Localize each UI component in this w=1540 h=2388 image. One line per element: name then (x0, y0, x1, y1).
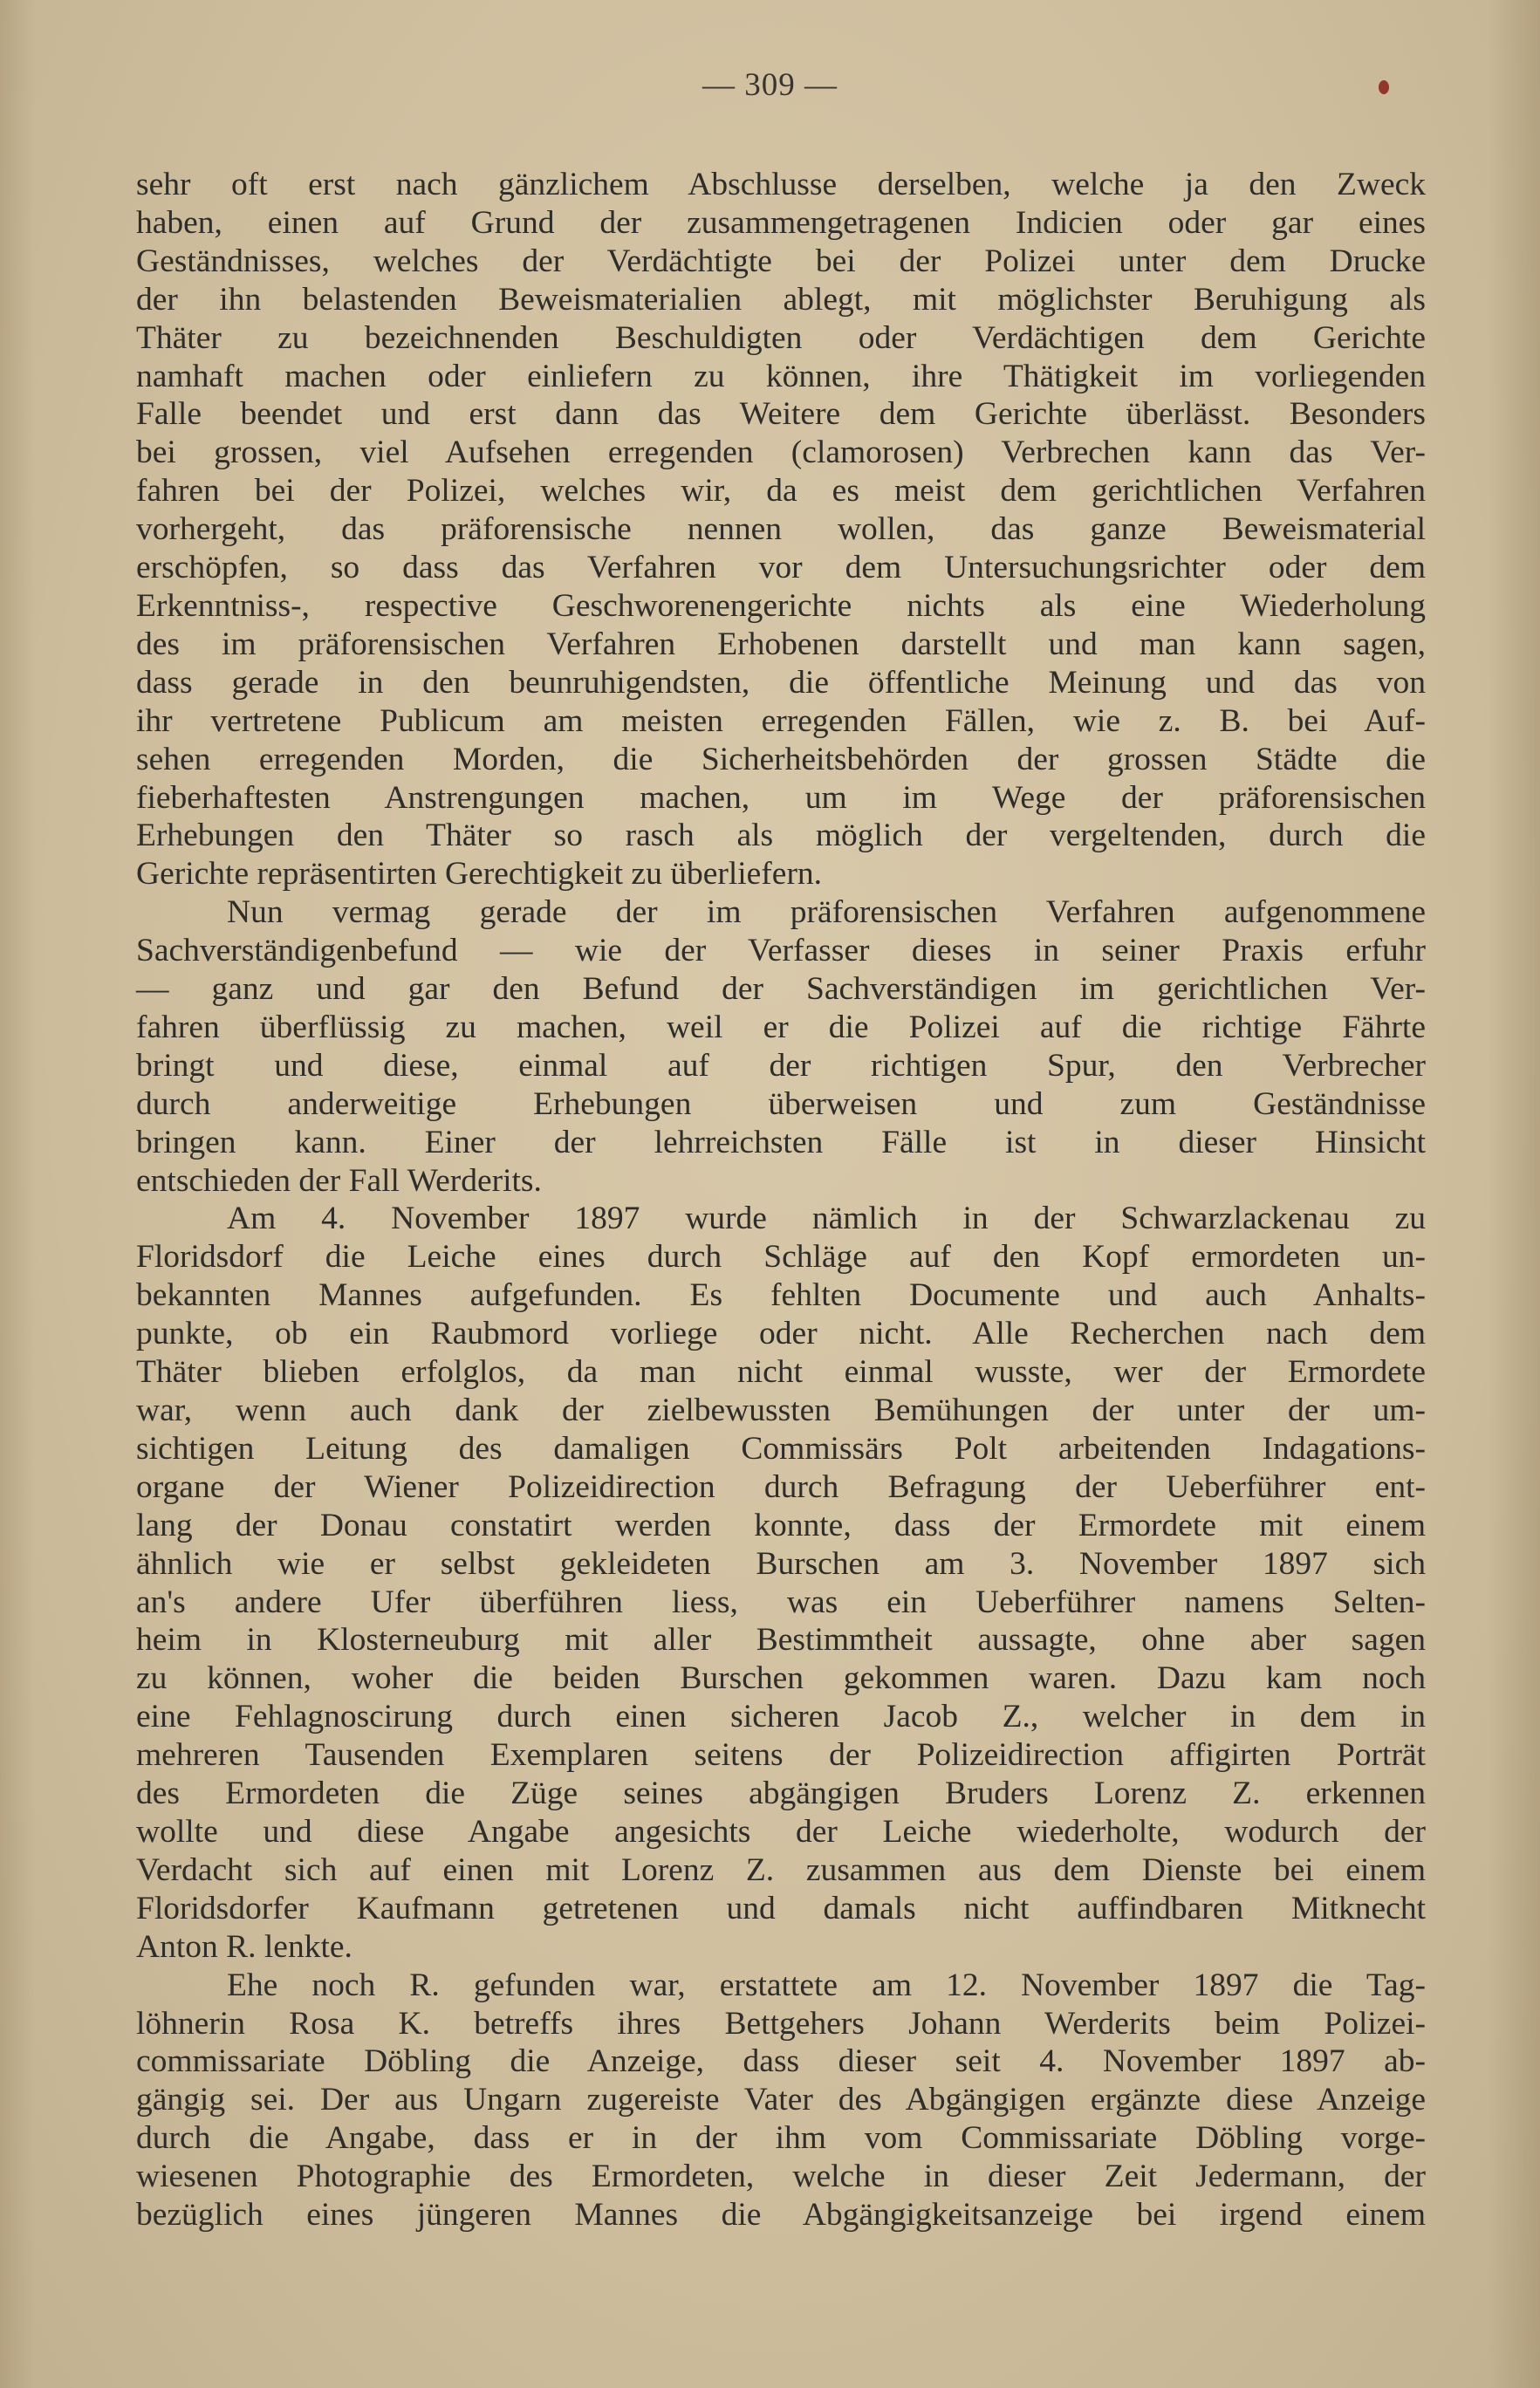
text-line: bringt und diese, einmal auf der richtigen Spur, den Verbrecher (136, 1047, 1426, 1084)
body-text (136, 166, 1426, 2234)
text-line: sehen erregenden Morden, die Sicherheitsbehörden der grossen Städte die (136, 741, 1426, 777)
text-line: erschöpfen, so dass das Verfahren vor dem Untersuchungsrichter oder dem (136, 550, 1426, 586)
text-line: Erkenntniss-, respective Geschworenengerichte nichts als eine Wiederholung (136, 587, 1426, 624)
text-line: ihr vertretene Publicum am meisten erregenden Fällen, wie z. B. bei Auf- (136, 702, 1426, 739)
text-line: Falle beendet und erst dann das Weitere dem Gerichte überlässt. Besonders (136, 396, 1426, 433)
text-line: Thäter zu bezeichnenden Beschuldigten oder Verdächtigen dem Gerichte (136, 319, 1426, 356)
text-line: vorhergeht, das präforensische nennen wollen, das ganze Beweismaterial (136, 511, 1426, 548)
text-line: Geständnisses, welches der Verdächtigte bei der Polizei unter dem Drucke (136, 243, 1426, 279)
text-line: sichtigen Leitung des damaligen Commissärs Polt arbeitenden Indagations- (136, 1430, 1426, 1467)
text-line: punkte, ob ein Raubmord vorliege oder nicht. Alle Recherchen nach dem (136, 1316, 1426, 1352)
text-line: an's andere Ufer überführen liess, was ein Ueberführer namens Selten- (136, 1584, 1426, 1620)
page-edge-shadow-right (1488, 0, 1540, 2388)
text-line: Anton R. lenkte. (136, 1928, 352, 1965)
text-line: bezüglich eines jüngeren Mannes die Abgängigkeitsanzeige bei irgend einem (136, 2197, 1426, 2234)
text-line: gängig sei. Der aus Ungarn zugereiste Vater des Abgängigen ergänzte diese Anzeige (136, 2082, 1426, 2118)
text-line: namhaft machen oder einliefern zu können, ihre Thätigkeit im vorliegenden (136, 358, 1426, 394)
ink-mark (1379, 80, 1389, 94)
text-line: mehreren Tausenden Exemplaren seitens der Polizeidirection affigirten Porträt (136, 1737, 1426, 1774)
text-line: heim in Klosterneuburg mit aller Bestimmtheit aussagte, ohne aber sagen (136, 1622, 1426, 1659)
text-line: — ganz und gar den Befund der Sachverständigen im gerichtlichen Ver- (136, 971, 1426, 1008)
text-line: fieberhaftesten Anstrengungen machen, um im Wege der präforensischen (136, 779, 1426, 816)
text-line: bei grossen, viel Aufsehen erregenden (clamorosen) Verbrechen kann das Ver- (136, 434, 1426, 471)
page-edge-shadow-left (0, 0, 35, 2388)
text-line: zu können, woher die beiden Burschen gekommen waren. Dazu kam noch (136, 1660, 1426, 1697)
text-line: entschieden der Fall Werderits. (136, 1162, 542, 1199)
text-line: ähnlich wie er selbst gekleideten Burschen am 3. November 1897 sich (136, 1545, 1426, 1582)
text-line: des im präforensischen Verfahren Erhobenen darstellt und man kann sagen, (136, 626, 1426, 662)
text-line: lang der Donau constatirt werden konnte, dass der Ermordete mit einem (136, 1507, 1426, 1543)
text-line: der ihn belastenden Beweismaterialien ablegt, mit möglichster Beruhigung als (136, 281, 1426, 318)
text-line: Erhebungen den Thäter so rasch als möglich der vergeltenden, durch die (136, 818, 1426, 854)
text-line: war, wenn auch dank der zielbewussten Bemühungen der unter der um- (136, 1392, 1426, 1428)
text-line: fahren überflüssig zu machen, weil er die Polizei auf die richtige Fährte (136, 1009, 1426, 1045)
text-line: wiesenen Photographie des Ermordeten, welche in dieser Zeit Jedermann, der (136, 2159, 1426, 2195)
text-line: Thäter blieben erfolglos, da man nicht einmal wusste, wer der Ermordete (136, 1354, 1426, 1391)
text-line: Verdacht sich auf einen mit Lorenz Z. zusammen aus dem Dienste bei einem (136, 1851, 1426, 1888)
text-line: bringen kann. Einer der lehrreichsten Fälle ist in dieser Hinsicht (136, 1124, 1426, 1160)
text-line: sehr oft erst nach gänzlichem Abschlusse derselben, welche ja den Zweck (136, 167, 1426, 202)
text-line: commissariate Döbling die Anzeige, dass dieser seit 4. November 1897 ab- (136, 2043, 1426, 2080)
text-line: Floridsdorfer Kaufmann getretenen und damals nicht auffindbaren Mitknecht (136, 1890, 1426, 1926)
text-line: eine Fehlagnoscirung durch einen sicheren Jacob Z., welcher in dem in (136, 1699, 1426, 1735)
text-line: Nun vermag gerade der im präforensischen Verfahren aufgenommene (227, 894, 1426, 931)
text-line: bekannten Mannes aufgefunden. Es fehlten Documente und auch Anhalts- (136, 1277, 1426, 1314)
text-line: organe der Wiener Polizeidirection durch Befragung der Ueberführer ent- (136, 1468, 1426, 1505)
text-line: Floridsdorf die Leiche eines durch Schläge auf den Kopf ermordeten un- (136, 1239, 1426, 1276)
text-line: durch anderweitige Erhebungen überweisen und zum Geständnisse (136, 1085, 1426, 1122)
text-line: Am 4. November 1897 wurde nämlich in der Schwarzlackenau zu (227, 1201, 1426, 1237)
text-line: Sachverständigenbefund — wie der Verfasser dieses in seiner Praxis erfuhr (136, 933, 1426, 969)
text-line: dass gerade in den beunruhigendsten, die öffentliche Meinung und das von (136, 664, 1426, 701)
page-number: — 309 — (702, 67, 838, 103)
text-line: fahren bei der Polizei, welches wir, da es meist dem gerichtlichen Verfahren (136, 473, 1426, 510)
text-line: durch die Angabe, dass er in der ihm vom Commissariate Döbling vorge- (136, 2120, 1426, 2157)
text-line: haben, einen auf Grund der zusammengetragenen Indicien oder gar eines (136, 204, 1426, 241)
text-line: Ehe noch R. gefunden war, erstattete am 12. November 1897 die Tag- (227, 1967, 1426, 2003)
text-line: löhnerin Rosa K. betreffs ihres Bettgehers Johann Werderits beim Polizei- (136, 2005, 1426, 2042)
text-line: wollte und diese Angabe angesichts der Leiche wiederholte, wodurch der (136, 1813, 1426, 1850)
text-line: des Ermordeten die Züge seines abgängigen Bruders Lorenz Z. erkennen (136, 1776, 1426, 1812)
text-line: Gerichte repräsentirten Gerechtigkeit zu überliefern. (136, 856, 823, 893)
